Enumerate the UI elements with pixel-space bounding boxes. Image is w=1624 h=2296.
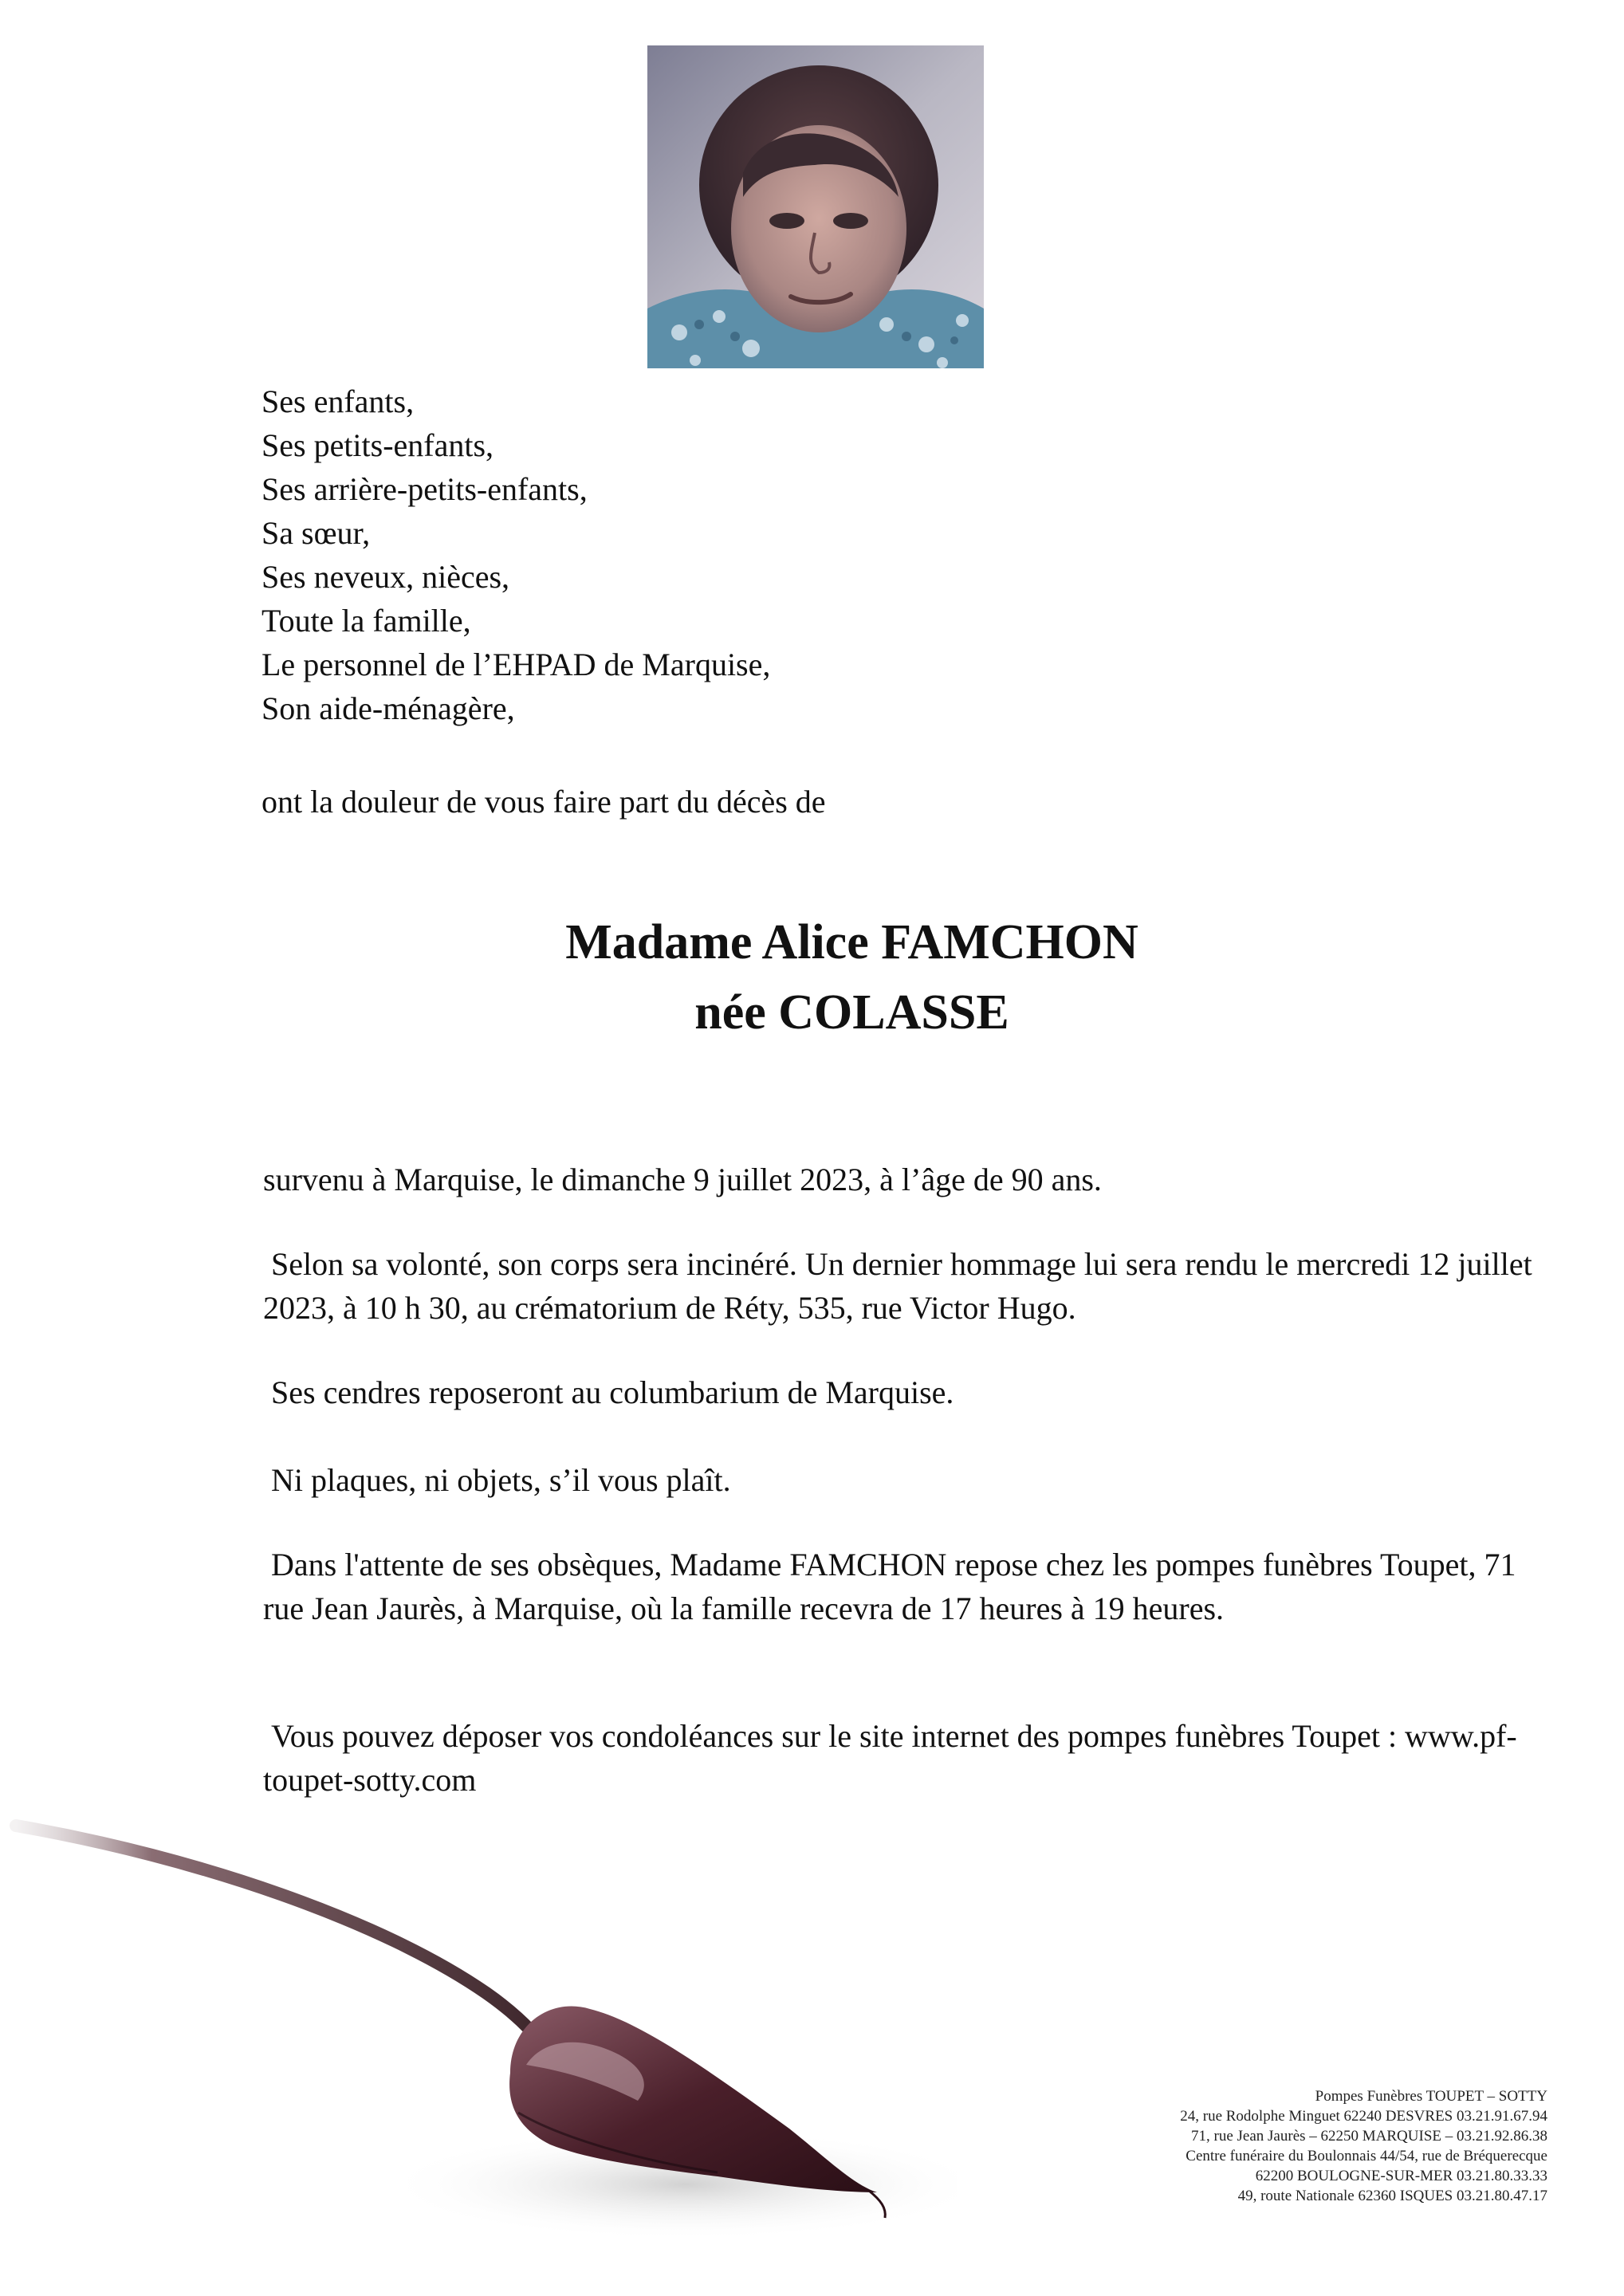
address-line: 24, rue Rodolphe Minguet 62240 DESVRES 03.21.91.67.94 (1180, 2108, 1547, 2125)
calla-lily-flower (0, 1810, 957, 2256)
family-list (261, 379, 770, 730)
address-line: 71, rue Jean Jaurès – 62250 MARQUISE – 03.21.92.86.38 (1191, 2128, 1547, 2145)
family-line: Le personnel de l’EHPAD de Marquise, (261, 647, 771, 682)
family-line: Son aide-ménagère, (261, 690, 515, 726)
address-line: 49, route Nationale 62360 ISQUES 03.21.80.47.17 (1237, 2188, 1547, 2204)
hommage-paragraph: Selon sa volonté, son corps sera incinéré. Un dernier hommage lui sera rendu le mercredi 12 juillet 2023, à 10 h 30, au crématorium de Réty, 535, rue Victor Hugo. (263, 1246, 1532, 1326)
no-flowers-paragraph: Ni plaques, ni objets, s’il vous plaît. (271, 1462, 731, 1498)
address-line: 62200 BOULOGNE-SUR-MER 03.21.80.33.33 (1255, 2168, 1547, 2184)
deceased-maiden-name: née COLASSE (694, 985, 1009, 1040)
condolences-paragraph: Vous pouvez déposer vos condoléances sur le site internet des pompes funèbres Toupet : www.pf-toupet-sotty.com (263, 1718, 1517, 1798)
family-line: Sa sœur, (261, 515, 371, 551)
visitation-paragraph: Dans l'attente de ses obsèques, Madame FAMCHON repose chez les pompes funèbres Toupet, 71 rue Jean Jaurès, à Marquise, où la famille recevra de 17 heures à 19 heures. (263, 1547, 1516, 1626)
death-paragraph: survenu à Marquise, le dimanche 9 juillet 2023, à l’âge de 90 ans. (263, 1162, 1102, 1197)
family-line: Ses petits-enfants, (261, 427, 494, 463)
deceased-name: Madame Alice FAMCHON (565, 915, 1138, 969)
ashes-paragraph: Ses cendres reposeront au columbarium de Marquise. (271, 1374, 954, 1410)
family-line: Ses arrière-petits-enfants, (261, 471, 588, 507)
address-line: Centre funéraire du Boulonnais 44/54, rue de Bréquerecque (1186, 2148, 1547, 2164)
family-line: Toute la famille, (261, 603, 471, 639)
announcement-intro: ont la douleur de vous faire part du décès de (261, 784, 826, 820)
portrait-photo (647, 45, 984, 368)
family-line: Ses enfants, (261, 383, 415, 419)
family-line: Ses neveux, nièces, (261, 559, 510, 595)
funeral-home-name: Pompes Funèbres TOUPET – SOTTY (1315, 2088, 1547, 2105)
funeral-home-address (989, 2086, 1547, 2206)
